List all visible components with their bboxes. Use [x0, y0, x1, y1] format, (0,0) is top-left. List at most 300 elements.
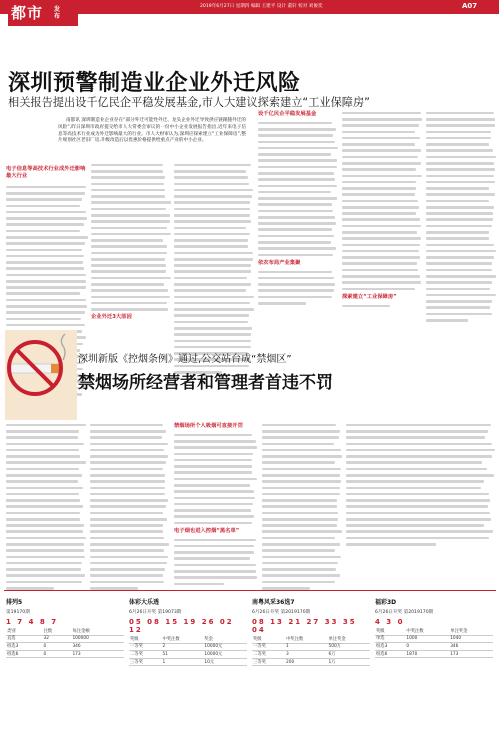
text-line: [426, 294, 496, 297]
text-line: [258, 222, 336, 225]
text-line: [262, 461, 335, 464]
text-line: [90, 424, 163, 427]
table-cell: 一等奖: [129, 643, 162, 651]
text-line: [6, 518, 80, 521]
text-line: [262, 556, 341, 559]
text-line: [91, 233, 171, 236]
text-line: [346, 512, 490, 515]
text-line: [6, 186, 86, 189]
text-line: [346, 487, 481, 490]
text-line: [90, 443, 168, 446]
text-line: [6, 318, 81, 321]
text-line: [258, 289, 334, 292]
text-line: [90, 512, 163, 515]
text-line: [6, 562, 82, 565]
text-line: [342, 168, 416, 171]
text-line: [342, 156, 418, 159]
text-line: [342, 181, 416, 184]
story2-column-3: [174, 420, 258, 589]
table-cell: 51: [162, 651, 204, 659]
text-line: [91, 170, 163, 173]
lead-column-4: [258, 108, 338, 308]
story2-heading: [78, 350, 333, 393]
text-line: [262, 455, 342, 458]
text-line: [91, 164, 163, 167]
text-line: [6, 424, 86, 427]
text-line: [90, 524, 163, 527]
text-line: [91, 195, 165, 198]
table-cell: 组选3: [375, 643, 405, 651]
table-cell: 注数: [42, 628, 71, 635]
text-line: [6, 499, 80, 502]
lottery-table: [129, 636, 247, 666]
text-line: [426, 149, 493, 152]
table-cell: 二等奖: [129, 651, 162, 659]
table-row: [129, 643, 247, 651]
text-line: [6, 574, 85, 577]
text-line: [426, 225, 492, 228]
text-line: [346, 443, 492, 446]
text-line: [262, 549, 335, 552]
text-line: [90, 530, 163, 533]
text-line: [90, 537, 164, 540]
text-line: [426, 193, 495, 196]
text-line: [258, 228, 332, 231]
text-line: [91, 283, 164, 286]
text-line: [346, 468, 487, 471]
table-cell: 类别: [6, 628, 42, 635]
text-line: [174, 233, 250, 236]
text-line: [258, 153, 331, 156]
text-line: [262, 436, 339, 439]
text-line: [342, 206, 419, 209]
table-row: [6, 650, 124, 658]
table-cell: 2: [162, 643, 204, 651]
text-line: [6, 549, 84, 552]
text-line: [174, 170, 246, 173]
table-cell: 组选6: [6, 650, 42, 658]
subhead: 禁烟场所个人吸烟可直接开罚: [174, 423, 243, 429]
text-line: [426, 118, 495, 121]
text-line: [6, 236, 88, 239]
text-line: [346, 518, 491, 521]
lead-column-6: [426, 108, 496, 325]
text-line: [91, 227, 167, 230]
table-cell: 1040: [449, 635, 493, 643]
table-cell: 0: [42, 650, 71, 658]
lead-headline: 深圳预警制造业企业外迁风险: [8, 71, 301, 96]
table-cell: 中奖注数: [405, 628, 449, 635]
text-line: [426, 237, 489, 240]
text-line: [6, 581, 82, 584]
table-cell: 100000: [71, 635, 124, 643]
text-line: [90, 436, 162, 439]
section-logo: [8, 0, 78, 26]
table-cell: 单注奖金: [449, 628, 493, 635]
text-line: [262, 537, 335, 540]
text-line: [346, 430, 488, 433]
text-line: [426, 256, 494, 259]
text-line: [426, 162, 494, 165]
text-line: [342, 200, 418, 203]
table-cell: 500万: [327, 643, 370, 651]
text-line: [342, 275, 420, 278]
dateline: 2019年6月27日 星期四 编辑 王建平 设计 董轩 校对 刘俊奕: [200, 4, 323, 9]
text-line: [174, 346, 251, 349]
table-row: [252, 651, 370, 659]
text-line: [258, 271, 332, 274]
text-line: [426, 124, 495, 127]
text-line: [91, 245, 167, 248]
table-cell: 0: [405, 643, 449, 651]
text-line: [91, 252, 167, 255]
text-line: [90, 518, 167, 521]
text-line: [174, 478, 257, 481]
table-cell: 346: [71, 643, 124, 651]
text-line: [174, 340, 251, 343]
text-line: [426, 250, 496, 253]
text-line: [91, 289, 168, 292]
table-cell: 346: [449, 643, 493, 651]
text-line: [174, 258, 253, 261]
text-line: [90, 568, 165, 571]
text-line: [91, 308, 168, 311]
text-line: [6, 230, 80, 233]
text-line: [342, 187, 416, 190]
text-line: [426, 206, 494, 209]
table-cell: 一等奖: [252, 643, 285, 651]
text-line: [346, 461, 482, 464]
text-line: [91, 264, 166, 267]
text-line: [426, 275, 496, 278]
text-line: [342, 237, 421, 240]
text-line: [174, 183, 249, 186]
lottery-numbers: 4 3 0: [375, 618, 405, 626]
text-line: [6, 480, 78, 483]
lottery-table: [375, 628, 493, 658]
text-line: [6, 286, 86, 289]
lead-column-3: [174, 160, 254, 377]
text-line: [6, 505, 83, 508]
subhead: 电子烟也进入控烟“黑名单”: [174, 527, 240, 534]
text-line: [90, 574, 163, 577]
table-row: [252, 658, 370, 666]
text-line: [6, 493, 79, 496]
text-line: [174, 497, 255, 500]
table-cell: 1000: [405, 635, 449, 643]
text-line: [174, 164, 251, 167]
lottery-table: [252, 636, 370, 666]
text-line: [6, 455, 80, 458]
text-line: [90, 505, 166, 508]
text-line: [426, 212, 493, 215]
lottery-numbers: 05 08 15 19 26 02 12: [129, 618, 234, 634]
text-line: [6, 211, 86, 214]
lottery-issue: 6月26日开奖 第2019170期: [252, 610, 311, 615]
text-line: [262, 562, 338, 565]
text-line: [258, 141, 335, 144]
text-line: [342, 112, 421, 115]
text-line: [6, 205, 80, 208]
text-line: [90, 480, 165, 483]
text-line: [258, 203, 332, 206]
text-line: [342, 256, 420, 259]
table-cell: 奖级: [129, 636, 162, 643]
text-line: [342, 124, 419, 127]
text-line: [258, 172, 334, 175]
table-row: [6, 628, 124, 635]
text-line: [258, 185, 337, 188]
text-line: [174, 490, 254, 493]
table-cell: 32: [42, 635, 71, 643]
text-line: [258, 122, 332, 125]
text-line: [6, 543, 84, 546]
text-line: [6, 430, 79, 433]
text-line: [174, 302, 250, 305]
text-line: [90, 430, 166, 433]
text-line: [174, 296, 254, 299]
text-line: [426, 143, 489, 146]
text-line: [426, 231, 489, 234]
table-row: [375, 643, 493, 651]
text-line: [91, 176, 165, 179]
story2-column-5: [346, 420, 496, 549]
text-line: [174, 503, 253, 506]
text-line: [262, 568, 336, 571]
text-line: [90, 461, 166, 464]
text-line: [174, 201, 250, 204]
text-line: [342, 212, 416, 215]
text-line: [174, 277, 247, 280]
text-line: [6, 324, 85, 327]
text-line: [258, 241, 331, 244]
text-line: [426, 187, 489, 190]
text-line: [90, 499, 168, 502]
text-line: [346, 455, 492, 458]
text-line: [346, 537, 489, 540]
table-cell: 奖级: [252, 636, 285, 643]
text-line: [174, 239, 248, 242]
subhead: 企业外迁3大原因: [91, 314, 132, 321]
text-line: [426, 175, 494, 178]
table-cell: 三等奖: [129, 658, 162, 666]
text-line: [342, 281, 421, 284]
text-line: [91, 220, 170, 223]
text-line: [174, 564, 256, 567]
text-line: [262, 493, 340, 496]
table-row: [129, 658, 247, 666]
lottery-numbers: 08 13 21 27 33 35 04: [252, 618, 357, 634]
text-line: [91, 296, 170, 299]
table-cell: 二等奖: [252, 651, 285, 659]
text-line: [346, 524, 484, 527]
text-line: [91, 258, 165, 261]
text-line: [174, 333, 251, 336]
table-cell: 6万: [327, 651, 370, 659]
text-line: [346, 493, 489, 496]
text-line: [262, 505, 337, 508]
text-line: [346, 436, 485, 439]
text-line: [342, 118, 422, 121]
table-row: [375, 628, 493, 635]
text-line: [91, 183, 164, 186]
lead-column-5: [342, 108, 422, 311]
table-row: [375, 650, 493, 658]
text-line: [262, 487, 340, 490]
lottery-numbers: 1 7 4 8 7: [6, 618, 59, 626]
text-line: [174, 245, 248, 248]
table-cell: 173: [71, 650, 124, 658]
story2-column-4: [262, 420, 342, 593]
text-line: [174, 557, 250, 560]
text-line: [342, 244, 420, 247]
text-line: [258, 166, 337, 169]
text-line: [174, 264, 251, 267]
text-line: [258, 277, 334, 280]
text-line: [174, 576, 257, 579]
text-line: [174, 270, 251, 273]
text-line: [262, 581, 335, 584]
text-line: [6, 443, 84, 446]
text-line: [342, 175, 422, 178]
text-line: [174, 484, 250, 487]
text-line: [342, 162, 421, 165]
table-row: [252, 636, 370, 643]
text-line: [6, 530, 83, 533]
text-line: [91, 277, 171, 280]
text-line: [346, 474, 494, 477]
text-line: [6, 512, 80, 515]
text-line: [342, 269, 418, 272]
no-smoking-illustration: [5, 330, 77, 420]
text-line: [258, 216, 335, 219]
text-line: [90, 455, 168, 458]
text-line: [174, 465, 252, 468]
text-line: [258, 210, 333, 213]
text-line: [174, 314, 249, 317]
text-line: [6, 280, 86, 283]
text-line: [174, 189, 253, 192]
text-line: [342, 137, 420, 140]
text-line: [262, 499, 337, 502]
text-line: [174, 440, 256, 443]
text-line: [342, 262, 417, 265]
text-line: [258, 178, 335, 181]
text-line: [262, 480, 341, 483]
text-line: [174, 522, 252, 525]
text-line: [174, 539, 256, 542]
text-line: [6, 461, 86, 464]
text-line: [6, 474, 82, 477]
text-line: [258, 302, 306, 305]
table-cell: 每注金额: [71, 628, 124, 635]
text-line: [426, 181, 495, 184]
text-line: [174, 551, 254, 554]
text-line: [426, 262, 492, 265]
text-line: [258, 159, 337, 162]
text-line: [342, 225, 421, 228]
text-line: [174, 208, 250, 211]
text-line: [262, 512, 338, 515]
text-line: [90, 581, 164, 584]
table-cell: 奖级: [375, 628, 405, 635]
lottery-issue: 第19170期: [6, 610, 30, 615]
lead-intro: [58, 118, 246, 145]
text-line: [346, 424, 491, 427]
text-line: [342, 193, 415, 196]
story2-column-2: [90, 420, 170, 593]
table-cell: 单选: [375, 635, 405, 643]
text-line: [174, 227, 246, 230]
text-line: [174, 252, 253, 255]
lottery-name: 排列5: [6, 599, 23, 606]
table-cell: 10元: [203, 658, 247, 666]
text-line: [426, 200, 489, 203]
lottery-issue: 6月26日开奖 第2019170期: [375, 610, 434, 615]
text-line: [262, 574, 340, 577]
text-line: [426, 112, 494, 115]
text-line: [6, 524, 84, 527]
text-line: [342, 305, 390, 308]
text-line: [90, 543, 169, 546]
subhead: 依农布局产业集聚: [258, 259, 301, 266]
text-line: [426, 313, 492, 316]
section-tag: 发布: [54, 6, 61, 20]
text-line: [6, 292, 80, 295]
text-line: [174, 570, 256, 573]
text-line: [258, 283, 335, 286]
table-cell: 1: [285, 643, 328, 651]
text-line: [262, 474, 340, 477]
text-line: [91, 189, 165, 192]
text-line: [262, 430, 340, 433]
story2-kicker: 深圳新版《控烟条例》通过,公交站台成“禁烟区”: [78, 354, 292, 365]
lottery-box: [375, 597, 493, 658]
text-line: [6, 223, 84, 226]
text-line: [258, 296, 332, 299]
table-cell: 组选6: [375, 650, 405, 658]
text-line: [6, 267, 84, 270]
text-line: [6, 274, 86, 277]
text-line: [90, 493, 165, 496]
text-line: [342, 231, 417, 234]
text-line: [174, 471, 252, 474]
text-line: [258, 197, 337, 200]
text-line: [346, 449, 495, 452]
lottery-box: [129, 597, 247, 666]
text-line: [174, 446, 257, 449]
text-line: [426, 131, 491, 134]
lead-deck: 相关报告提出设千亿民企平稳发展基金,市人大建议探索建立“工业保障房”: [8, 96, 370, 109]
text-line: [6, 311, 85, 314]
lead-column-2: [91, 160, 171, 324]
text-line: [6, 217, 87, 220]
table-cell: 3: [285, 651, 328, 659]
text-line: [258, 254, 333, 257]
text-line: [258, 134, 333, 137]
table-row: [6, 643, 124, 651]
text-line: [6, 261, 83, 264]
text-line: [262, 518, 338, 521]
text-line: [6, 468, 79, 471]
text-line: [91, 270, 166, 273]
text-line: [426, 244, 494, 247]
text-line: [174, 509, 251, 512]
text-line: [174, 434, 252, 437]
text-line: [426, 269, 492, 272]
table-cell: 三等奖: [252, 658, 285, 666]
table-cell: 单注奖金: [327, 636, 370, 643]
